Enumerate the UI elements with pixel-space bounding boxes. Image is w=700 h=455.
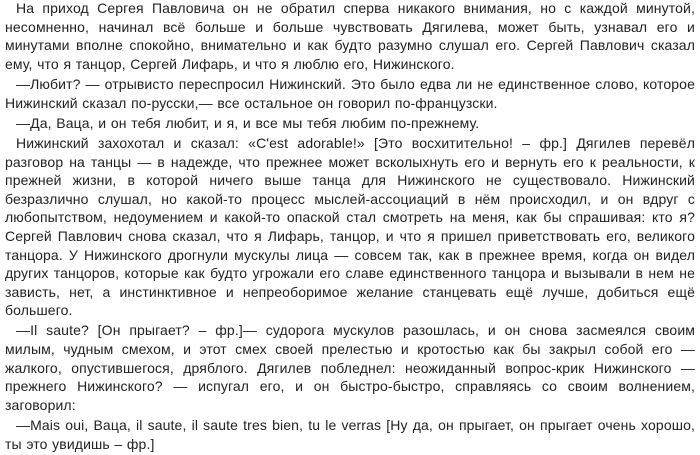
paragraph-arrival: На приход Сергея Павловича он не обратил сперва никакого внимания, но с каждой минутой, несомненно, начинал всё больше и больше чувствовать Дягилева, может быть, узнавал его и минутами вполне спокойно, внимательно и как будто разумно слушал его. Сергей Павлович сказал ему, что я танцор, Сергей Лифарь, и что я люблю его, Нижинского. (5, 0, 695, 72)
paragraph-mais-oui: —Mais oui, Ваца, il saute, il saute tres bien, tu le verras [Ну да, он прыгает, он прыгает очень хорошо, ты это увидишь – фр.] (5, 417, 695, 452)
paragraph-il-saute: —Il saute? [Он прыгает? – фр.]— судорога мускулов разошлась, и он снова засмеялся своим милым, чудным смехом, и этот смех своей прелестью и кротостью как бы закрыл собой его — жалкого, опустившегося, дряблого. Дягилев побледнел: неожиданный вопрос-крик Нижинского — прежнего Нижинского? — испугал его, и он быстро-быстро, справляясь со своим волнением, заговорил: (5, 322, 695, 413)
paragraph-cest-adorable: Нижинский захохотал и сказал: «C'est adorable!» [Это восхитительно! – фр.] Дягилев перевёл разговор на танцы — в надежде, что прежнее может всколыхнуть его и вернуть его к реальности, к прежней жизни, в которой ничего выше танца для Нижинского не существовало. Нижинский безразлично слушал, но какой-то процесс мыслей-ассоциаций в нём происходил, и он вдруг с любопытством, недоумением и какой-то опаской стал смотреть на меня, как бы спрашивая: кто я? Сергей Павлович снова сказал, что я Лифарь, танцор, и что я пришел приветствовать его, великого танцора. У Нижинского дрогнули мускулы лица — совсем так, как в прежнее время, когда он видел других танцоров, которые как будто угрожали его славе единственного танцора и вызывали в нем не зависть, нет, а инстинктивное и непреоборимое желание станцевать ещё лучше, добиться ещё большего. (5, 134, 695, 319)
paragraph-loves-question: —Любит? — отрывисто переспросил Нижинский. Это было едва ли не единственное слово, которое Нижинский сказал по-русски,— все остальное он говорил по-французски. (5, 75, 695, 111)
article-text (5, 0, 695, 455)
paragraph-reply-vatsa: —Да, Ваца, и он тебя любит, и я, и все мы тебя любим по-прежнему. (16, 114, 480, 131)
